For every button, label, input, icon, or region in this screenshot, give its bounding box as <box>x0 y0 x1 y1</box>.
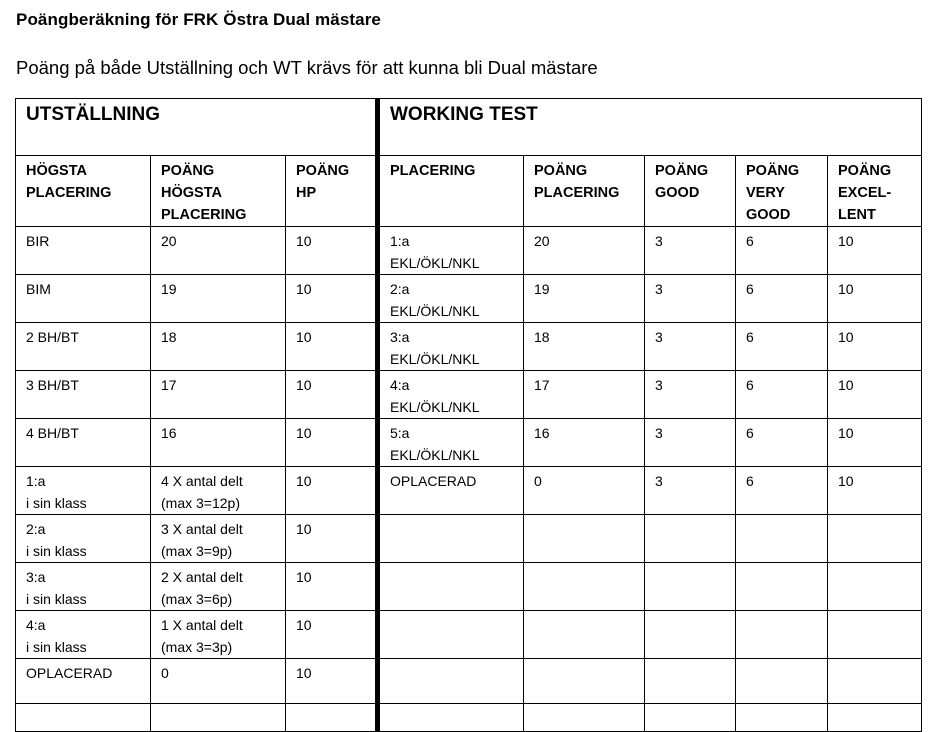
table-cell: 16 <box>151 419 286 467</box>
table-cell <box>828 704 922 732</box>
section-working-test: WORKING TEST <box>378 99 922 156</box>
table-cell <box>736 563 828 611</box>
table-cell <box>378 563 524 611</box>
table-cell: 6 <box>736 275 828 323</box>
table-cell <box>286 704 378 732</box>
table-cell <box>736 611 828 659</box>
header-cell: PLACERING <box>378 156 524 227</box>
table-row <box>16 563 922 611</box>
header-cell: POÄNG EXCEL- LENT <box>828 156 922 227</box>
header-cell: POÄNG HP <box>286 156 378 227</box>
table-cell <box>645 611 736 659</box>
table-row <box>16 467 922 515</box>
table-row <box>16 659 922 704</box>
table-cell: OPLACERAD <box>16 659 151 704</box>
table-cell <box>828 659 922 704</box>
table-row <box>16 419 922 467</box>
table-cell: 6 <box>736 419 828 467</box>
table-row <box>16 611 922 659</box>
table-cell: 1:a i sin klass <box>16 467 151 515</box>
table-cell: 10 <box>286 419 378 467</box>
table-cell: 19 <box>524 275 645 323</box>
table-cell: 10 <box>828 419 922 467</box>
table-cell: 0 <box>151 659 286 704</box>
page-subtitle: Poäng på både Utställning och WT krävs för att kunna bli Dual mästare <box>16 57 598 78</box>
table-cell <box>645 704 736 732</box>
table-row <box>16 275 922 323</box>
table-cell: 10 <box>828 275 922 323</box>
header-cell: POÄNG HÖGSTA PLACERING <box>151 156 286 227</box>
table-cell: 10 <box>286 515 378 563</box>
table-cell <box>736 704 828 732</box>
table-cell <box>645 563 736 611</box>
table-cell: 19 <box>151 275 286 323</box>
table-cell <box>828 611 922 659</box>
table-cell: 17 <box>524 371 645 419</box>
table-cell <box>378 515 524 563</box>
table-cell: 3:a EKL/ÖKL/NKL <box>378 323 524 371</box>
table-cell <box>524 515 645 563</box>
table-cell: 3 X antal delt (max 3=9p) <box>151 515 286 563</box>
table-cell: 3 <box>645 371 736 419</box>
points-table <box>15 98 922 732</box>
table-cell: 18 <box>524 323 645 371</box>
table-cell: 6 <box>736 323 828 371</box>
table-cell: 2:a i sin klass <box>16 515 151 563</box>
table-cell <box>524 611 645 659</box>
header-cell: POÄNG VERY GOOD <box>736 156 828 227</box>
table-cell: OPLACERAD <box>378 467 524 515</box>
table-row <box>16 227 922 275</box>
table-cell: 16 <box>524 419 645 467</box>
table-cell: 10 <box>286 227 378 275</box>
table-cell: 6 <box>736 227 828 275</box>
table-row <box>16 371 922 419</box>
table-cell: 10 <box>828 467 922 515</box>
table-cell: 1 X antal delt (max 3=3p) <box>151 611 286 659</box>
table-cell <box>151 704 286 732</box>
table-cell: 4:a i sin klass <box>16 611 151 659</box>
table-cell: 10 <box>286 467 378 515</box>
table-cell: 10 <box>828 227 922 275</box>
table-cell <box>524 704 645 732</box>
table-cell: 4:a EKL/ÖKL/NKL <box>378 371 524 419</box>
header-cell: POÄNG GOOD <box>645 156 736 227</box>
table-cell <box>378 659 524 704</box>
table-cell: 3 <box>645 467 736 515</box>
table-cell <box>378 611 524 659</box>
table-cell: 17 <box>151 371 286 419</box>
page-title: Poängberäkning för FRK Östra Dual mästare <box>16 10 381 29</box>
table-cell: 6 <box>736 371 828 419</box>
table-row <box>16 515 922 563</box>
table-cell <box>828 563 922 611</box>
table-row <box>16 323 922 371</box>
table-cell: 4 X antal delt (max 3=12p) <box>151 467 286 515</box>
table-cell: 3 BH/BT <box>16 371 151 419</box>
table-cell: 4 BH/BT <box>16 419 151 467</box>
table-cell: 18 <box>151 323 286 371</box>
table-cell: 10 <box>286 275 378 323</box>
table-cell: 10 <box>828 371 922 419</box>
table-row <box>16 704 922 732</box>
table-cell <box>828 515 922 563</box>
table-cell <box>16 704 151 732</box>
header-row <box>16 156 922 227</box>
table-cell: 1:a EKL/ÖKL/NKL <box>378 227 524 275</box>
section-utstallning: UTSTÄLLNING <box>16 99 378 156</box>
table-cell <box>378 704 524 732</box>
table-cell: 2 BH/BT <box>16 323 151 371</box>
table-cell: BIM <box>16 275 151 323</box>
table-cell: 10 <box>286 563 378 611</box>
table-cell: 20 <box>151 227 286 275</box>
table-cell: 10 <box>286 659 378 704</box>
header-cell: POÄNG PLACERING <box>524 156 645 227</box>
table-cell: 0 <box>524 467 645 515</box>
section-row <box>16 99 922 156</box>
table-cell <box>736 659 828 704</box>
table-cell: 6 <box>736 467 828 515</box>
table-cell: 3 <box>645 275 736 323</box>
table-cell <box>645 515 736 563</box>
table-cell <box>524 659 645 704</box>
table-cell <box>645 659 736 704</box>
table-cell <box>524 563 645 611</box>
table-cell: 3 <box>645 227 736 275</box>
table-cell: 10 <box>286 323 378 371</box>
table-cell: 10 <box>286 611 378 659</box>
table-cell: 3 <box>645 323 736 371</box>
table-cell: 3 <box>645 419 736 467</box>
table-cell: 20 <box>524 227 645 275</box>
table-cell <box>736 515 828 563</box>
header-cell: HÖGSTA PLACERING <box>16 156 151 227</box>
table-cell: 10 <box>286 371 378 419</box>
table-cell: 2 X antal delt (max 3=6p) <box>151 563 286 611</box>
table-cell: BIR <box>16 227 151 275</box>
table-cell: 5:a EKL/ÖKL/NKL <box>378 419 524 467</box>
table-cell: 2:a EKL/ÖKL/NKL <box>378 275 524 323</box>
table-cell: 3:a i sin klass <box>16 563 151 611</box>
table-cell: 10 <box>828 323 922 371</box>
